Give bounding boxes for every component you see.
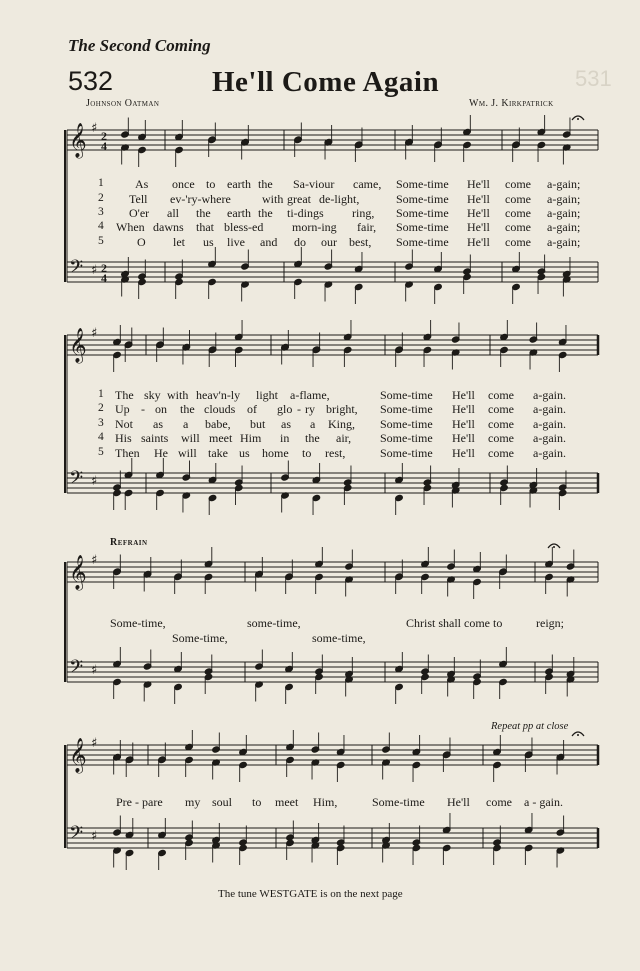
lyric: glo [277, 402, 293, 416]
sharp-sign: ♯ [91, 553, 98, 568]
verse-number: 2 [98, 402, 104, 414]
lyric: - [141, 402, 145, 416]
lyric: come [488, 417, 514, 431]
lyric: morn-ing [292, 220, 337, 234]
lyric: He'll [452, 402, 475, 416]
bass-clef: 𝄢 [69, 823, 84, 848]
lyric: His [115, 431, 132, 445]
lyric: that [196, 220, 214, 234]
lyric: come [488, 446, 514, 460]
lyric: best, [349, 235, 372, 249]
verse-number: 4 [98, 220, 104, 232]
lyric: us [239, 446, 250, 460]
lyric: as [153, 417, 163, 431]
verse-number: 5 [98, 235, 104, 247]
lyric: Some-time [380, 446, 433, 460]
lyric: sky [144, 388, 161, 402]
lyric: on [155, 402, 167, 416]
lyric: a-gain. [533, 402, 566, 416]
lyric: He'll [452, 388, 475, 402]
fermata-dot [553, 546, 555, 548]
lyric: the [180, 402, 195, 416]
lyric: Some-time, [172, 631, 228, 645]
treble-clef: 𝄞 [69, 123, 87, 158]
lyric: meet [209, 431, 233, 445]
lyric: Up [115, 402, 130, 416]
lyric: of [247, 402, 257, 416]
lyric: come [505, 177, 531, 191]
lyric: but [250, 417, 266, 431]
lyric: ry [305, 402, 315, 416]
lyric: Him [240, 431, 262, 445]
lyric: come [505, 206, 531, 220]
lyric: Some-time [380, 431, 433, 445]
lyric: live [227, 235, 245, 249]
lyric: with [262, 192, 284, 206]
lyric: He'll [467, 206, 490, 220]
lyric: Sa-viour [293, 177, 335, 191]
lyric: come [486, 795, 512, 809]
lyric: bless-ed [224, 220, 264, 234]
lyric: to [206, 177, 216, 191]
lyric: He'll [452, 417, 475, 431]
lyric: King, [328, 417, 355, 431]
lyric: babe, [205, 417, 231, 431]
sharp-sign: ♯ [91, 663, 98, 678]
lyric: heav'n-ly [196, 388, 241, 402]
lyric: as [281, 417, 291, 431]
verse-number: 2 [98, 192, 104, 204]
lyric: Not [115, 417, 133, 431]
lyric: Then [115, 446, 140, 460]
lyric: Some-time [380, 388, 433, 402]
lyric: some-time, [247, 616, 301, 630]
hymn-number: 532 [68, 66, 114, 96]
time-signature-bottom: 4 [101, 271, 107, 285]
lyric: home [262, 446, 289, 460]
verse-number: 5 [98, 446, 104, 458]
lyric: Tell [129, 192, 148, 206]
lyric: Some-time, [110, 616, 166, 630]
lyric: us [203, 235, 214, 249]
lyric: a-gain. [533, 446, 566, 460]
lyric: ev-'ry-where [170, 192, 231, 206]
lyric: a-gain. [533, 388, 566, 402]
lyric: He'll [467, 192, 490, 206]
lyricist-credit: Johnson Oatman [86, 98, 160, 109]
lyric: He [154, 446, 168, 460]
lyric: a-gain; [547, 235, 581, 249]
lyric: do [294, 235, 306, 249]
lyric: a-gain. [533, 431, 566, 445]
lyric: Some-time [396, 177, 449, 191]
lyric: will [178, 446, 197, 460]
lyric: bright, [326, 402, 358, 416]
lyric: a-gain. [533, 417, 566, 431]
lyric: come [505, 192, 531, 206]
lyric: come [505, 220, 531, 234]
lyric: come [488, 431, 514, 445]
lyric: earth [227, 177, 251, 191]
sharp-sign: ♯ [91, 474, 98, 489]
refrain-label: Refrain [110, 537, 148, 548]
bass-clef: 𝄢 [69, 657, 84, 682]
lyric: He'll [467, 220, 490, 234]
lyric: fair, [357, 220, 377, 234]
repeat-instruction: Repeat pp at close [491, 721, 569, 732]
lyric: air, [336, 431, 352, 445]
verse-number: 3 [98, 417, 104, 429]
sharp-sign: ♯ [91, 263, 98, 278]
lyric: O'er [129, 206, 150, 220]
lyric: Pre - pare [116, 795, 163, 809]
lyric: some-time, [312, 631, 366, 645]
lyric: a - gain. [524, 795, 563, 809]
lyric: the [258, 206, 273, 220]
lyric: When [116, 220, 145, 234]
lyric: a-gain; [547, 206, 581, 220]
lyric: reign; [536, 616, 564, 630]
time-signature-top: 2 [101, 129, 107, 143]
bass-clef: 𝄢 [69, 468, 84, 493]
lyric: all [167, 206, 179, 220]
lyric: meet [275, 795, 299, 809]
lyric: rest, [325, 446, 346, 460]
lyric: The [115, 388, 134, 402]
lyric: come [488, 388, 514, 402]
lyric: my [185, 795, 201, 809]
lyric: clouds [204, 402, 236, 416]
verse-number: 4 [98, 431, 104, 443]
lyric: dawns [153, 220, 184, 234]
lyric: Some-time [380, 402, 433, 416]
verse-number: 1 [98, 177, 104, 189]
sharp-sign: ♯ [91, 829, 98, 844]
lyric: Christ shall come to [406, 616, 503, 630]
lyric: the [196, 206, 211, 220]
lyric: let [173, 235, 185, 249]
lyric: ti-dings [287, 206, 324, 220]
lyric: a-gain; [547, 220, 581, 234]
lyric: to [252, 795, 262, 809]
lyric: our [321, 235, 337, 249]
treble-clef: 𝄞 [69, 328, 87, 363]
time-signature-bottom: 4 [101, 139, 107, 153]
lyric: soul [212, 795, 233, 809]
lyric: take [208, 446, 228, 460]
sharp-sign: ♯ [91, 326, 98, 341]
lyric: Him, [313, 795, 338, 809]
lyric: a-gain; [547, 192, 581, 206]
treble-clef: 𝄞 [69, 555, 87, 590]
lyric: He'll [467, 177, 490, 191]
lyric: Some-time [396, 192, 449, 206]
bass-clef: 𝄢 [69, 257, 84, 282]
lyric: a [310, 417, 316, 431]
lyric: He'll [452, 446, 475, 460]
bleed-through-number: 531 [575, 66, 612, 91]
lyric: with [167, 388, 189, 402]
lyric: Some-time [396, 220, 449, 234]
treble-clef: 𝄞 [69, 738, 87, 773]
lyric: ring, [352, 206, 375, 220]
lyric: the [305, 431, 320, 445]
lyric: a-flame, [290, 388, 330, 402]
sharp-sign: ♯ [91, 121, 98, 136]
lyric: and [260, 235, 278, 249]
time-signature-top: 2 [101, 261, 107, 275]
fermata-dot [577, 118, 579, 120]
lyric: the [258, 177, 273, 191]
fermata-dot [577, 734, 579, 736]
lyric: He'll [452, 431, 475, 445]
composer-credit: Wm. J. Kirkpatrick [469, 98, 554, 109]
lyric: light [256, 388, 279, 402]
lyric: - [297, 402, 301, 416]
verse-number: 1 [98, 388, 104, 400]
lyric: O [137, 235, 146, 249]
lyric: He'll [467, 235, 490, 249]
sharp-sign: ♯ [91, 736, 98, 751]
lyric: Some-time [380, 417, 433, 431]
footer-note: The tune WESTGATE is on the next page [218, 888, 403, 900]
lyric: once [172, 177, 195, 191]
lyric: Some-time [372, 795, 425, 809]
lyric: in [280, 431, 290, 445]
lyric: de-light, [319, 192, 360, 206]
lyric: will [181, 431, 200, 445]
lyric: Some-time [396, 206, 449, 220]
lyric: As [135, 177, 149, 191]
lyric: a [183, 417, 189, 431]
lyric: earth [227, 206, 251, 220]
lyric: come [505, 235, 531, 249]
lyric: saints [141, 431, 169, 445]
verse-number: 3 [98, 206, 104, 218]
lyric: Some-time [396, 235, 449, 249]
hymn-title: He'll Come Again [212, 66, 440, 98]
section-heading: The Second Coming [68, 36, 211, 55]
lyric: He'll [447, 795, 470, 809]
lyric: a-gain; [547, 177, 581, 191]
lyric: to [302, 446, 312, 460]
lyric: come [488, 402, 514, 416]
lyric: great [287, 192, 311, 206]
lyric: came, [353, 177, 382, 191]
